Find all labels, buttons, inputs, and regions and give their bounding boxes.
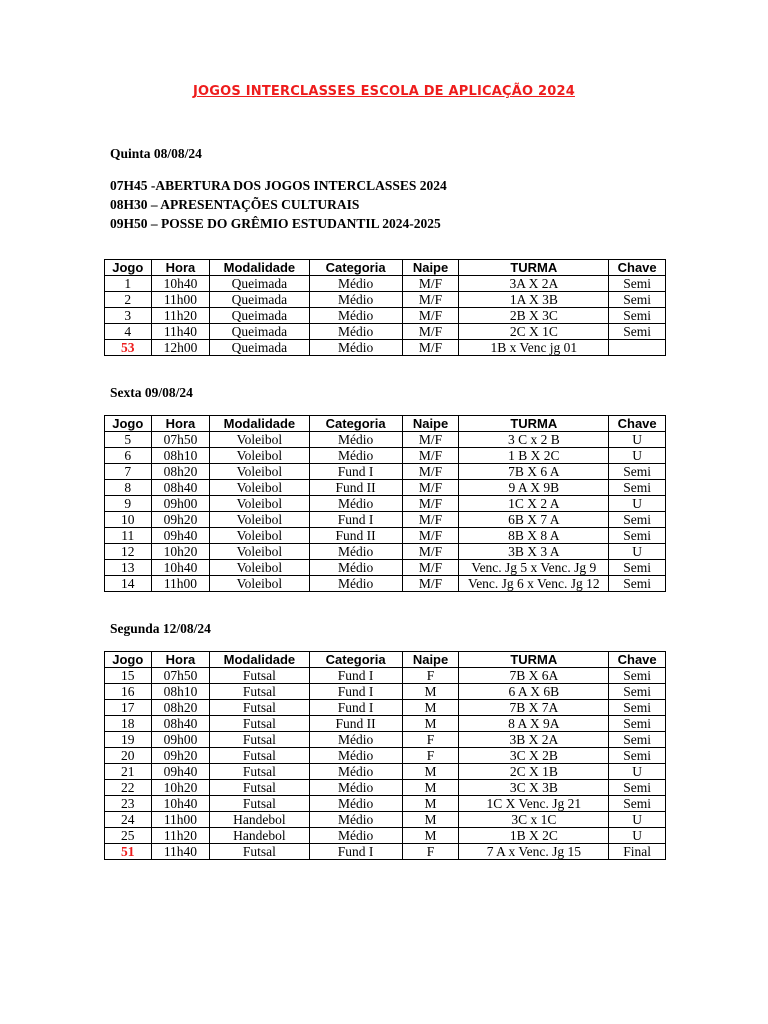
table-cell: M/F: [402, 496, 459, 512]
table-cell: M/F: [402, 340, 459, 356]
table-cell: Médio: [309, 448, 402, 464]
table-cell: Médio: [309, 796, 402, 812]
table-cell: F: [402, 844, 459, 860]
table-cell: 08h10: [151, 684, 210, 700]
table-cell: Venc. Jg 6 x Venc. Jg 12: [459, 576, 609, 592]
table-cell: 09h20: [151, 748, 210, 764]
table-cell: Semi: [609, 700, 666, 716]
table-header-row: [105, 652, 666, 668]
table-cell: Voleibol: [210, 432, 309, 448]
table-row: [105, 576, 666, 592]
table-cell: 2: [105, 292, 152, 308]
table-row: [105, 480, 666, 496]
table-cell: 2B X 3C: [459, 308, 609, 324]
table-cell: 2C X 1C: [459, 324, 609, 340]
table-cell: 7 A x Venc. Jg 15: [459, 844, 609, 860]
table-cell: 09h40: [151, 528, 210, 544]
document-title: JOGOS INTERCLASSES ESCOLA DE APLICAÇÃO 2024: [193, 84, 575, 99]
column-header: TURMA: [459, 416, 609, 432]
table-cell: 15: [105, 668, 152, 684]
table-cell: Handebol: [210, 828, 309, 844]
table-cell: Voleibol: [210, 576, 309, 592]
table-row: [105, 796, 666, 812]
table-cell: Futsal: [210, 780, 309, 796]
column-header: Naipe: [402, 652, 459, 668]
table-cell: [609, 340, 666, 356]
table-row: [105, 828, 666, 844]
table-cell: U: [609, 828, 666, 844]
table-cell: 22: [105, 780, 152, 796]
table-cell: 3B X 2A: [459, 732, 609, 748]
table-cell: 6B X 7 A: [459, 512, 609, 528]
table-cell: Semi: [609, 512, 666, 528]
table-cell: F: [402, 732, 459, 748]
table-header-row: [105, 416, 666, 432]
table-cell: Queimada: [210, 324, 309, 340]
table-cell: 20: [105, 748, 152, 764]
table-cell: M/F: [402, 448, 459, 464]
table-cell: Médio: [309, 732, 402, 748]
table-cell: M/F: [402, 308, 459, 324]
table-cell: M/F: [402, 276, 459, 292]
table-row: [105, 276, 666, 292]
table-row: [105, 812, 666, 828]
table-cell: Futsal: [210, 716, 309, 732]
table-cell: Queimada: [210, 292, 309, 308]
table-cell: 8 A X 9A: [459, 716, 609, 732]
schedule-table-quinta: [104, 259, 666, 356]
table-cell: M/F: [402, 292, 459, 308]
event-posse: 09H50 – POSSE DO GRÊMIO ESTUDANTIL 2024-2025: [110, 216, 441, 231]
table-cell: Queimada: [210, 276, 309, 292]
table-row: [105, 528, 666, 544]
column-header: TURMA: [459, 260, 609, 276]
table-cell: Voleibol: [210, 560, 309, 576]
table-row: [105, 780, 666, 796]
table-cell: M/F: [402, 576, 459, 592]
table-cell: 3: [105, 308, 152, 324]
table-cell: F: [402, 748, 459, 764]
table-header-row: [105, 260, 666, 276]
table-row: [105, 432, 666, 448]
table-cell: Voleibol: [210, 480, 309, 496]
column-header: Modalidade: [210, 416, 309, 432]
column-header: Naipe: [402, 416, 459, 432]
table-cell: 13: [105, 560, 152, 576]
table-cell: 10h40: [151, 560, 210, 576]
table-cell: Semi: [609, 780, 666, 796]
table-cell: Fund II: [309, 528, 402, 544]
table-cell: M/F: [402, 512, 459, 528]
table-cell: Médio: [309, 432, 402, 448]
table-cell: 9 A X 9B: [459, 480, 609, 496]
table-cell: 09h00: [151, 732, 210, 748]
table-row: [105, 684, 666, 700]
table-cell: Médio: [309, 780, 402, 796]
table-cell: 5: [105, 432, 152, 448]
table-cell: Semi: [609, 560, 666, 576]
table-row: [105, 448, 666, 464]
table-cell: Semi: [609, 716, 666, 732]
table-cell: Médio: [309, 308, 402, 324]
column-header: Categoria: [309, 416, 402, 432]
table-row: [105, 544, 666, 560]
table-cell: Futsal: [210, 732, 309, 748]
table-cell: Médio: [309, 544, 402, 560]
table-cell: Fund I: [309, 684, 402, 700]
table-cell: 08h20: [151, 700, 210, 716]
table-cell: 12h00: [151, 340, 210, 356]
table-cell: 10: [105, 512, 152, 528]
table-cell: U: [609, 764, 666, 780]
table-cell: Fund II: [309, 480, 402, 496]
table-cell: 8: [105, 480, 152, 496]
table-row: [105, 292, 666, 308]
table-cell: 1 B X 2C: [459, 448, 609, 464]
table-row: [105, 340, 666, 356]
table-cell: M/F: [402, 544, 459, 560]
table-cell: 08h10: [151, 448, 210, 464]
table-cell: 3C x 1C: [459, 812, 609, 828]
table-cell: 11h00: [151, 292, 210, 308]
table-cell: Voleibol: [210, 496, 309, 512]
opening-events: [110, 176, 447, 233]
table-cell: Futsal: [210, 748, 309, 764]
column-header: Chave: [609, 416, 666, 432]
table-cell: 11: [105, 528, 152, 544]
table-cell: Futsal: [210, 684, 309, 700]
table-cell: 7B X 6A: [459, 668, 609, 684]
table-cell: M: [402, 780, 459, 796]
table-cell: 09h20: [151, 512, 210, 528]
table-cell: 6: [105, 448, 152, 464]
table-cell: 09h40: [151, 764, 210, 780]
table-cell: 08h40: [151, 716, 210, 732]
table-cell: 1C X 2 A: [459, 496, 609, 512]
table-cell: M: [402, 828, 459, 844]
table-cell: 51: [105, 844, 152, 860]
table-cell: M/F: [402, 324, 459, 340]
table-cell: 53: [105, 340, 152, 356]
table-cell: 7B X 6 A: [459, 464, 609, 480]
column-header: Categoria: [309, 652, 402, 668]
column-header: Naipe: [402, 260, 459, 276]
table-cell: Semi: [609, 668, 666, 684]
table-cell: 9: [105, 496, 152, 512]
table-cell: Médio: [309, 560, 402, 576]
table-cell: 18: [105, 716, 152, 732]
table-cell: Semi: [609, 464, 666, 480]
column-header: Jogo: [105, 416, 152, 432]
table-cell: Semi: [609, 308, 666, 324]
table-cell: 10h40: [151, 276, 210, 292]
table-cell: 14: [105, 576, 152, 592]
column-header: Jogo: [105, 260, 152, 276]
table-cell: 16: [105, 684, 152, 700]
table-cell: 4: [105, 324, 152, 340]
table-cell: 3C X 3B: [459, 780, 609, 796]
table-cell: 11h00: [151, 812, 210, 828]
table-cell: U: [609, 496, 666, 512]
table-cell: M/F: [402, 528, 459, 544]
table-cell: Futsal: [210, 844, 309, 860]
table-cell: Médio: [309, 576, 402, 592]
table-cell: 1: [105, 276, 152, 292]
table-cell: Semi: [609, 576, 666, 592]
table-cell: M/F: [402, 432, 459, 448]
table-row: [105, 844, 666, 860]
table-cell: 8B X 8 A: [459, 528, 609, 544]
table-cell: Voleibol: [210, 528, 309, 544]
table-cell: Médio: [309, 812, 402, 828]
table-row: [105, 560, 666, 576]
table-cell: Médio: [309, 828, 402, 844]
table-cell: 23: [105, 796, 152, 812]
table-cell: Voleibol: [210, 464, 309, 480]
table-cell: 10h40: [151, 796, 210, 812]
table-cell: 2C X 1B: [459, 764, 609, 780]
table-cell: Semi: [609, 276, 666, 292]
table-cell: 1A X 3B: [459, 292, 609, 308]
table-row: [105, 764, 666, 780]
event-apresentacoes-text: 08H30 – APRESENTAÇÕES CULTURAIS: [110, 197, 360, 212]
column-header: Chave: [609, 652, 666, 668]
table-cell: M/F: [402, 480, 459, 496]
table-cell: Fund I: [309, 844, 402, 860]
table-cell: M/F: [402, 464, 459, 480]
table-cell: Semi: [609, 796, 666, 812]
table-cell: Semi: [609, 292, 666, 308]
table-cell: U: [609, 432, 666, 448]
table-cell: 1B X 2C: [459, 828, 609, 844]
table-cell: 17: [105, 700, 152, 716]
table-cell: M/F: [402, 560, 459, 576]
table-cell: Fund II: [309, 716, 402, 732]
table-cell: 24: [105, 812, 152, 828]
table-cell: 10h20: [151, 544, 210, 560]
table-cell: Semi: [609, 480, 666, 496]
table-cell: M: [402, 764, 459, 780]
table-cell: 08h20: [151, 464, 210, 480]
table-cell: Futsal: [210, 764, 309, 780]
day-label-quinta: Quinta 08/08/24: [110, 146, 202, 161]
table-cell: Queimada: [210, 308, 309, 324]
table-cell: 1C X Venc. Jg 21: [459, 796, 609, 812]
table-row: [105, 668, 666, 684]
table-cell: 7B X 7A: [459, 700, 609, 716]
table-cell: Médio: [309, 324, 402, 340]
table-cell: 11h20: [151, 308, 210, 324]
table-cell: Queimada: [210, 340, 309, 356]
table-row: [105, 512, 666, 528]
column-header: Categoria: [309, 260, 402, 276]
table-cell: 3C X 2B: [459, 748, 609, 764]
event-abertura: 07H45 -ABERTURA DOS JOGOS INTERCLASSES 2024: [110, 178, 447, 193]
table-row: [105, 716, 666, 732]
table-cell: Fund I: [309, 700, 402, 716]
table-row: [105, 324, 666, 340]
day-label-segunda: Segunda 12/08/24: [110, 621, 211, 636]
table-cell: 10h20: [151, 780, 210, 796]
table-cell: Fund I: [309, 512, 402, 528]
table-cell: Futsal: [210, 668, 309, 684]
table-cell: Futsal: [210, 700, 309, 716]
table-cell: M: [402, 812, 459, 828]
table-cell: 12: [105, 544, 152, 560]
table-cell: 21: [105, 764, 152, 780]
table-cell: 3B X 3 A: [459, 544, 609, 560]
table-cell: Médio: [309, 340, 402, 356]
table-cell: 07h50: [151, 668, 210, 684]
table-cell: 25: [105, 828, 152, 844]
table-cell: Final: [609, 844, 666, 860]
table-cell: Semi: [609, 684, 666, 700]
column-header: Hora: [151, 416, 210, 432]
table-cell: Semi: [609, 732, 666, 748]
table-row: [105, 464, 666, 480]
day-label-sexta: Sexta 09/08/24: [110, 385, 193, 400]
table-cell: Voleibol: [210, 448, 309, 464]
table-cell: 1B x Venc jg 01: [459, 340, 609, 356]
table-cell: 11h20: [151, 828, 210, 844]
table-row: [105, 308, 666, 324]
table-cell: Semi: [609, 528, 666, 544]
table-cell: M: [402, 716, 459, 732]
table-cell: Futsal: [210, 796, 309, 812]
table-cell: Médio: [309, 764, 402, 780]
table-cell: Semi: [609, 748, 666, 764]
table-cell: U: [609, 544, 666, 560]
table-cell: Fund I: [309, 668, 402, 684]
column-header: Modalidade: [210, 260, 309, 276]
table-cell: 11h40: [151, 324, 210, 340]
table-row: [105, 732, 666, 748]
table-cell: Médio: [309, 276, 402, 292]
table-cell: U: [609, 448, 666, 464]
table-cell: Semi: [609, 324, 666, 340]
table-cell: Médio: [309, 748, 402, 764]
table-cell: M: [402, 684, 459, 700]
table-cell: 11h40: [151, 844, 210, 860]
table-cell: M: [402, 700, 459, 716]
table-cell: Fund I: [309, 464, 402, 480]
table-cell: Médio: [309, 292, 402, 308]
schedule-table-segunda: [104, 651, 666, 860]
table-cell: Voleibol: [210, 512, 309, 528]
table-cell: 07h50: [151, 432, 210, 448]
table-cell: Médio: [309, 496, 402, 512]
column-header: Hora: [151, 652, 210, 668]
table-cell: 19: [105, 732, 152, 748]
table-cell: 7: [105, 464, 152, 480]
table-cell: 3 C x 2 B: [459, 432, 609, 448]
table-cell: Handebol: [210, 812, 309, 828]
table-cell: 11h00: [151, 576, 210, 592]
table-cell: Voleibol: [210, 544, 309, 560]
table-cell: F: [402, 668, 459, 684]
table-cell: M: [402, 796, 459, 812]
table-row: [105, 496, 666, 512]
event-apresentacoes: [110, 195, 447, 214]
table-row: [105, 748, 666, 764]
column-header: TURMA: [459, 652, 609, 668]
column-header: Chave: [609, 260, 666, 276]
column-header: Hora: [151, 260, 210, 276]
table-row: [105, 700, 666, 716]
column-header: Modalidade: [210, 652, 309, 668]
table-cell: 3A X 2A: [459, 276, 609, 292]
column-header: Jogo: [105, 652, 152, 668]
table-cell: 6 A X 6B: [459, 684, 609, 700]
schedule-table-sexta: [104, 415, 666, 592]
table-cell: U: [609, 812, 666, 828]
table-cell: Venc. Jg 5 x Venc. Jg 9: [459, 560, 609, 576]
table-cell: 09h00: [151, 496, 210, 512]
table-cell: 08h40: [151, 480, 210, 496]
